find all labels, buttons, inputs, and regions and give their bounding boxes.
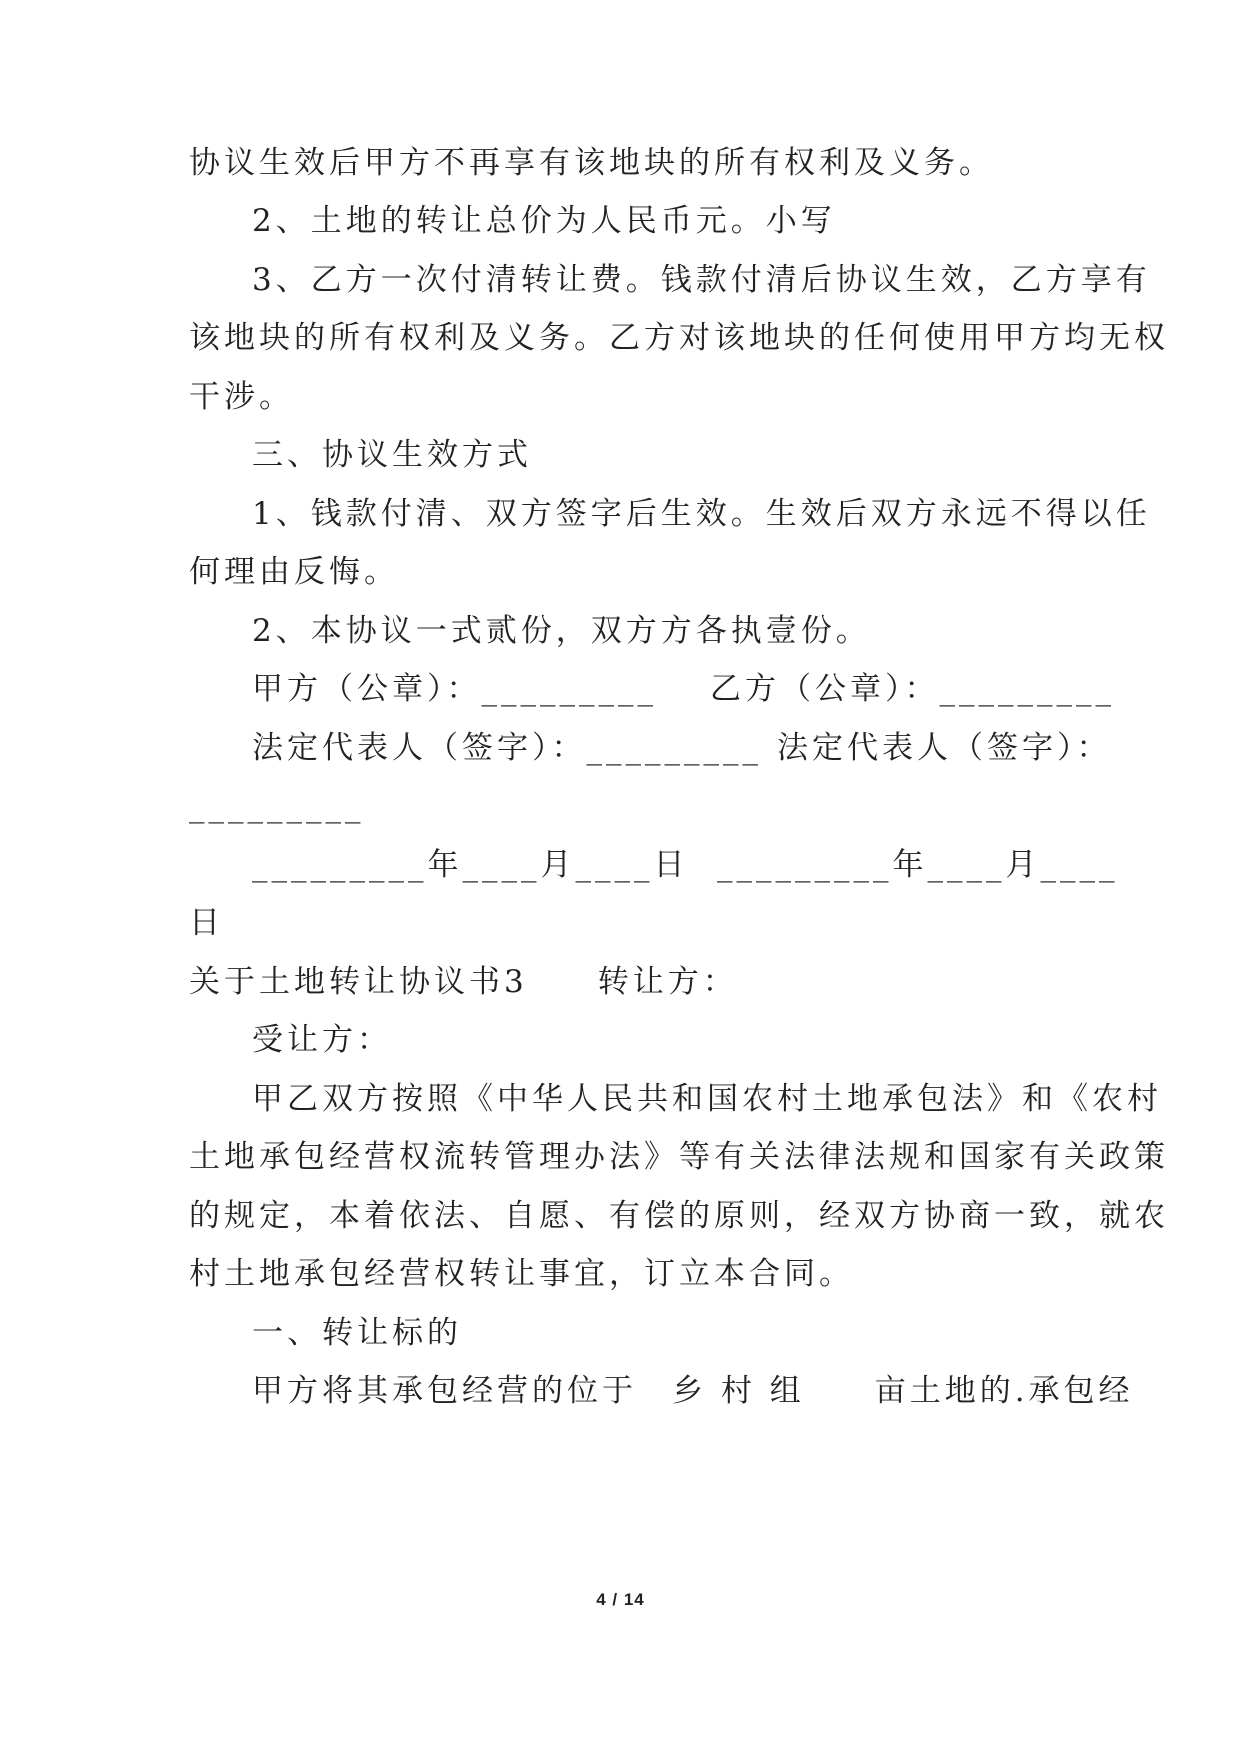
transferee-label: 受让方：	[252, 1022, 392, 1058]
text-line: 3、乙方一次付清转让费。钱款付清后协议生效，乙方享有	[252, 262, 1151, 298]
text-line: 甲方将其承包经营的位于 乡 村 组 亩土地的.承包经	[252, 1373, 1134, 1409]
text-line: 土地承包经营权流转管理办法》等有关法律法规和国家有关政策	[189, 1139, 1169, 1175]
text-line: 的规定，本着依法、自愿、有偿的原则，经双方协商一致，就农	[189, 1198, 1169, 1234]
text-line: 村土地承包经营权转让事宜，订立本合同。	[189, 1256, 854, 1292]
party-b-seal: 乙方（公章）：_________	[710, 671, 1115, 707]
agreement-title: 关于土地转让协议书3 转让方：	[189, 964, 738, 1000]
text-line: 1、钱款付清、双方签字后生效。生效后双方永远不得以任	[252, 496, 1151, 532]
text-line: 2、本协议一式贰份，双方方各执壹份。	[252, 613, 871, 649]
party-b-representative: 法定代表人（签字）：	[777, 730, 1112, 766]
party-a-representative: 法定代表人（签字）：_________	[252, 730, 762, 766]
text-line: 干涉。	[189, 379, 294, 415]
text-line: 协议生效后甲方不再享有该地块的所有权利及义务。	[189, 145, 994, 181]
section-heading: 一、转让标的	[252, 1315, 462, 1351]
text-line: 何理由反悔。	[189, 554, 399, 590]
page-number: 4 / 14	[596, 1590, 645, 1609]
date-party-b: _________年____月____	[717, 847, 1119, 883]
text-line: 甲乙双方按照《中华人民共和国农村土地承包法》和《农村	[252, 1081, 1162, 1117]
section-heading: 三、协议生效方式	[252, 437, 532, 473]
party-b-representative-blank: _________	[189, 788, 365, 824]
date-party-a: _________年____月____日	[252, 847, 689, 883]
date-party-b-continued: 日	[189, 905, 224, 941]
text-line: 该地块的所有权利及义务。乙方对该地块的任何使用甲方均无权	[189, 320, 1169, 356]
text-line: 2、土地的转让总价为人民币元。小写	[252, 203, 836, 239]
party-a-seal: 甲方（公章）：_________	[252, 671, 657, 707]
